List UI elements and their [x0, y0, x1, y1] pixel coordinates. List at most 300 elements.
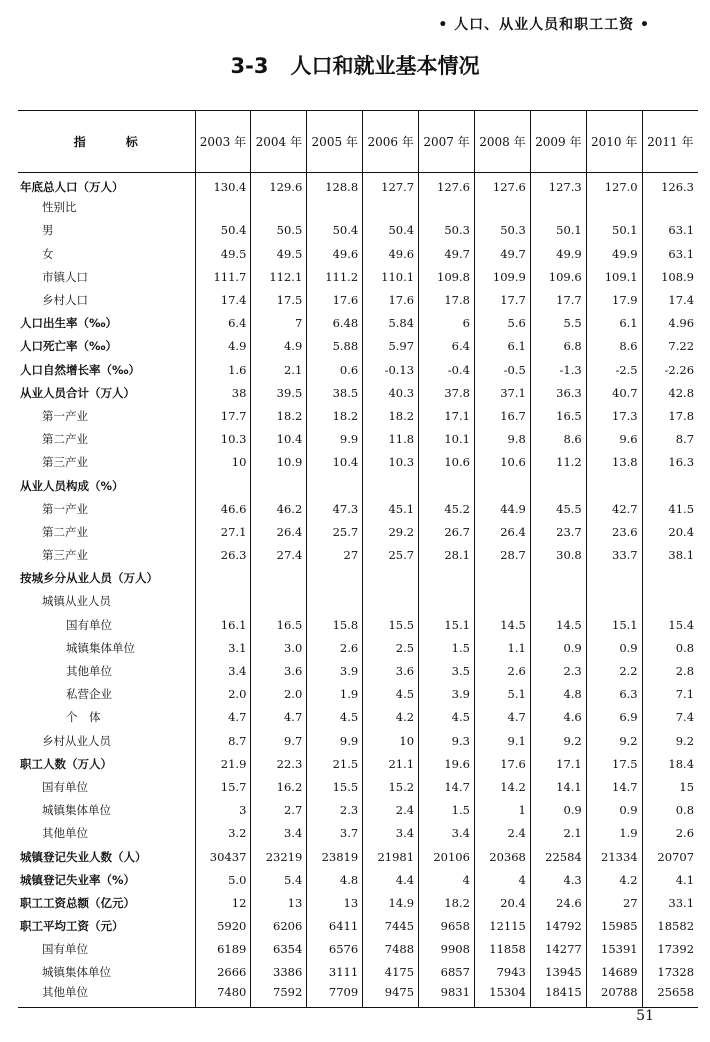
- row-value: 2.0: [251, 683, 307, 706]
- row-value: 14.9: [363, 891, 419, 914]
- row-value: 21334: [586, 845, 642, 868]
- header-year: 2007 年: [419, 111, 475, 173]
- row-value: [195, 474, 251, 497]
- row-label: 年底总人口（万人）: [20, 180, 124, 195]
- table-row: [18, 590, 698, 613]
- page-title: [0, 50, 710, 80]
- row-value: [419, 567, 475, 590]
- row-value: 5.88: [307, 335, 363, 358]
- table-row: [18, 265, 698, 288]
- table-row: [18, 915, 698, 938]
- row-value: 4.7: [251, 706, 307, 729]
- row-value: 7488: [363, 938, 419, 961]
- row-value: 11.2: [530, 451, 586, 474]
- row-value: 18.2: [251, 404, 307, 427]
- row-value: 3: [195, 799, 251, 822]
- table-row: [18, 613, 698, 636]
- table-row: [18, 799, 698, 822]
- row-value: [307, 196, 363, 219]
- row-label: 人口自然增长率（‰）: [20, 362, 141, 377]
- row-value: 21.5: [307, 752, 363, 775]
- header-year: 2009 年: [530, 111, 586, 173]
- row-label: 私营企业: [66, 687, 112, 702]
- row-value: 9.9: [307, 729, 363, 752]
- row-value: -2.5: [586, 358, 642, 381]
- table-row: [18, 474, 698, 497]
- row-value: 27.1: [195, 520, 251, 543]
- row-value: 50.4: [363, 219, 419, 242]
- row-value: 39.5: [251, 381, 307, 404]
- row-value: 63.1: [642, 242, 698, 265]
- row-value: 127.6: [474, 173, 530, 196]
- row-value: 6.9: [586, 706, 642, 729]
- row-value: [363, 567, 419, 590]
- row-value: 5.5: [530, 312, 586, 335]
- row-value: 23.7: [530, 520, 586, 543]
- row-value: 9.2: [642, 729, 698, 752]
- row-value: 5920: [195, 915, 251, 938]
- row-value: 9.8: [474, 428, 530, 451]
- row-value: 47.3: [307, 497, 363, 520]
- row-value: 15.5: [307, 775, 363, 798]
- row-value: [251, 590, 307, 613]
- row-value: 2.3: [307, 799, 363, 822]
- row-label: 职工人数（万人）: [20, 756, 112, 771]
- row-value: [642, 590, 698, 613]
- row-value: [307, 474, 363, 497]
- row-value: 7943: [474, 961, 530, 984]
- row-value: 17.5: [586, 752, 642, 775]
- row-value: 40.7: [586, 381, 642, 404]
- row-value: 18.2: [419, 891, 475, 914]
- row-label: 性别比: [42, 200, 77, 215]
- row-value: 16.5: [530, 404, 586, 427]
- row-label: 从业人员构成（%）: [20, 478, 124, 493]
- row-value: 17.3: [586, 404, 642, 427]
- row-value: 17328: [642, 961, 698, 984]
- row-value: 7.1: [642, 683, 698, 706]
- row-value: 2.4: [474, 822, 530, 845]
- row-value: 14.7: [586, 775, 642, 798]
- header-year: 2008 年: [474, 111, 530, 173]
- row-value: 2.5: [363, 636, 419, 659]
- row-value: 14.7: [419, 775, 475, 798]
- header-year: 2003 年: [195, 111, 251, 173]
- row-value: 17.4: [642, 288, 698, 311]
- row-label: 乡村从业人员: [42, 733, 111, 748]
- row-value: 10: [363, 729, 419, 752]
- row-value: 45.5: [530, 497, 586, 520]
- row-value: 6.4: [195, 312, 251, 335]
- row-value: 20106: [419, 845, 475, 868]
- row-value: 17.7: [530, 288, 586, 311]
- row-value: 17.7: [474, 288, 530, 311]
- row-value: 4.8: [307, 868, 363, 891]
- row-value: 10.4: [307, 451, 363, 474]
- row-value: 17.1: [419, 404, 475, 427]
- row-value: 49.9: [586, 242, 642, 265]
- row-value: 15.1: [586, 613, 642, 636]
- row-value: 7: [251, 312, 307, 335]
- row-value: 4: [419, 868, 475, 891]
- row-value: 18.4: [642, 752, 698, 775]
- row-value: 129.6: [251, 173, 307, 196]
- row-value: 2.1: [251, 358, 307, 381]
- row-label: 男: [42, 223, 54, 238]
- row-value: 25.7: [307, 520, 363, 543]
- row-value: 3.5: [419, 659, 475, 682]
- row-value: 5.6: [474, 312, 530, 335]
- row-value: 15: [642, 775, 698, 798]
- row-value: 50.5: [251, 219, 307, 242]
- row-label: 市镇人口: [42, 269, 88, 284]
- row-value: 14.5: [530, 613, 586, 636]
- row-value: -0.5: [474, 358, 530, 381]
- row-value: 4.96: [642, 312, 698, 335]
- table-row: [18, 659, 698, 682]
- row-value: 63.1: [642, 219, 698, 242]
- table-row: [18, 984, 698, 1007]
- row-value: 16.5: [251, 613, 307, 636]
- row-value: 10.4: [251, 428, 307, 451]
- row-value: 42.7: [586, 497, 642, 520]
- row-value: 7445: [363, 915, 419, 938]
- row-value: 6.1: [586, 312, 642, 335]
- row-value: 5.0: [195, 868, 251, 891]
- row-value: 18.2: [363, 404, 419, 427]
- table-row: [18, 752, 698, 775]
- table-row: [18, 497, 698, 520]
- row-label: 第一产业: [42, 501, 88, 516]
- table-row: [18, 428, 698, 451]
- row-label: 国有单位: [42, 942, 88, 957]
- row-value: 23.6: [586, 520, 642, 543]
- row-value: 13945: [530, 961, 586, 984]
- row-label: 第二产业: [42, 524, 88, 539]
- row-value: 23219: [251, 845, 307, 868]
- row-value: 10.3: [363, 451, 419, 474]
- row-value: 20.4: [474, 891, 530, 914]
- row-value: 3.6: [251, 659, 307, 682]
- row-value: [586, 567, 642, 590]
- row-value: [530, 196, 586, 219]
- row-value: 17392: [642, 938, 698, 961]
- row-value: 2.6: [642, 822, 698, 845]
- row-value: 16.1: [195, 613, 251, 636]
- row-label: 国有单位: [42, 779, 88, 794]
- row-value: 17.6: [307, 288, 363, 311]
- row-value: 1.5: [419, 636, 475, 659]
- row-value: 128.8: [307, 173, 363, 196]
- row-value: 4.9: [195, 335, 251, 358]
- row-value: 3.4: [363, 822, 419, 845]
- table-row: [18, 729, 698, 752]
- row-value: 4.9: [251, 335, 307, 358]
- row-value: 26.4: [474, 520, 530, 543]
- table-row: [18, 451, 698, 474]
- table-row: [18, 312, 698, 335]
- row-value: 18.2: [307, 404, 363, 427]
- row-value: 15985: [586, 915, 642, 938]
- row-value: 10.1: [419, 428, 475, 451]
- row-value: 9658: [419, 915, 475, 938]
- table-row: [18, 381, 698, 404]
- row-value: 127.0: [586, 173, 642, 196]
- row-value: 126.3: [642, 173, 698, 196]
- row-value: 33.7: [586, 544, 642, 567]
- row-value: 7480: [195, 984, 251, 1007]
- row-value: 17.8: [419, 288, 475, 311]
- row-value: 6.4: [419, 335, 475, 358]
- row-value: 8.6: [586, 335, 642, 358]
- table-row: [18, 868, 698, 891]
- row-value: 50.4: [195, 219, 251, 242]
- row-value: 9.2: [586, 729, 642, 752]
- row-value: [419, 196, 475, 219]
- row-value: 6857: [419, 961, 475, 984]
- row-value: -0.4: [419, 358, 475, 381]
- table-row: [18, 706, 698, 729]
- row-label: 第二产业: [42, 432, 88, 447]
- row-value: 5.84: [363, 312, 419, 335]
- row-value: -0.13: [363, 358, 419, 381]
- row-value: 24.6: [530, 891, 586, 914]
- row-value: 7.4: [642, 706, 698, 729]
- row-value: [195, 567, 251, 590]
- row-value: 3.6: [363, 659, 419, 682]
- row-value: 21981: [363, 845, 419, 868]
- row-value: 45.2: [419, 497, 475, 520]
- row-value: 127.6: [419, 173, 475, 196]
- row-value: [363, 196, 419, 219]
- header-year: 2004 年: [251, 111, 307, 173]
- row-value: 13.8: [586, 451, 642, 474]
- row-value: [586, 590, 642, 613]
- running-header: • 人口、从业人员和职工工资 •: [438, 17, 650, 33]
- header-indicator: 指标: [18, 111, 195, 173]
- row-value: 25.7: [363, 544, 419, 567]
- row-value: 4.1: [642, 868, 698, 891]
- row-label: 国有单位: [66, 617, 112, 632]
- row-value: [251, 196, 307, 219]
- row-label: 城镇集体单位: [42, 965, 111, 980]
- row-value: [195, 196, 251, 219]
- row-value: 46.6: [195, 497, 251, 520]
- row-value: 17.1: [530, 752, 586, 775]
- row-value: 1.1: [474, 636, 530, 659]
- row-label: 城镇集体单位: [42, 803, 111, 818]
- row-value: 21.1: [363, 752, 419, 775]
- row-value: 49.7: [419, 242, 475, 265]
- row-value: 7592: [251, 984, 307, 1007]
- row-value: 13: [307, 891, 363, 914]
- row-label: 城镇集体单位: [66, 640, 135, 655]
- row-value: 8.6: [530, 428, 586, 451]
- row-value: [363, 474, 419, 497]
- row-label: 人口出生率（‰）: [20, 316, 118, 331]
- row-value: 3.1: [195, 636, 251, 659]
- row-value: 6206: [251, 915, 307, 938]
- row-value: 28.1: [419, 544, 475, 567]
- row-value: 44.9: [474, 497, 530, 520]
- row-value: 3.4: [195, 659, 251, 682]
- row-value: 5.1: [474, 683, 530, 706]
- row-value: 3.9: [307, 659, 363, 682]
- row-value: 38.1: [642, 544, 698, 567]
- row-value: 46.2: [251, 497, 307, 520]
- row-value: 9831: [419, 984, 475, 1007]
- row-value: 26.3: [195, 544, 251, 567]
- row-value: 111.2: [307, 265, 363, 288]
- row-value: [474, 196, 530, 219]
- row-value: 2.6: [474, 659, 530, 682]
- row-value: 4.2: [363, 706, 419, 729]
- row-value: 109.8: [419, 265, 475, 288]
- row-value: 6411: [307, 915, 363, 938]
- row-value: 10.9: [251, 451, 307, 474]
- row-value: 49.9: [530, 242, 586, 265]
- row-value: 2.3: [530, 659, 586, 682]
- row-value: 110.1: [363, 265, 419, 288]
- row-value: 109.9: [474, 265, 530, 288]
- row-value: 36.3: [530, 381, 586, 404]
- row-value: 14792: [530, 915, 586, 938]
- row-value: 109.1: [586, 265, 642, 288]
- table-row: [18, 938, 698, 961]
- row-value: 15.4: [642, 613, 698, 636]
- row-value: 11.8: [363, 428, 419, 451]
- row-value: 15.8: [307, 613, 363, 636]
- row-value: 20788: [586, 984, 642, 1007]
- row-value: 28.7: [474, 544, 530, 567]
- table-row: [18, 822, 698, 845]
- row-value: 9.7: [251, 729, 307, 752]
- row-value: 17.8: [642, 404, 698, 427]
- row-value: 8.7: [195, 729, 251, 752]
- row-value: [642, 474, 698, 497]
- row-value: 2666: [195, 961, 251, 984]
- row-value: [419, 474, 475, 497]
- row-value: 3.4: [419, 822, 475, 845]
- row-value: 17.7: [195, 404, 251, 427]
- row-value: 127.3: [530, 173, 586, 196]
- row-value: 29.2: [363, 520, 419, 543]
- row-value: 0.9: [530, 636, 586, 659]
- row-value: 17.6: [363, 288, 419, 311]
- table-title: 人口和就业基本情况: [290, 54, 480, 78]
- header-row: [18, 111, 698, 173]
- row-value: 6189: [195, 938, 251, 961]
- row-value: 1.6: [195, 358, 251, 381]
- row-value: 4.5: [307, 706, 363, 729]
- row-value: 18582: [642, 915, 698, 938]
- row-value: [307, 567, 363, 590]
- row-value: 19.6: [419, 752, 475, 775]
- row-value: [530, 474, 586, 497]
- row-value: [530, 567, 586, 590]
- row-value: 109.6: [530, 265, 586, 288]
- row-value: 10.6: [474, 451, 530, 474]
- row-label: 其他单位: [42, 826, 88, 841]
- row-value: 37.1: [474, 381, 530, 404]
- row-value: 7.22: [642, 335, 698, 358]
- row-value: 30.8: [530, 544, 586, 567]
- row-label: 其他单位: [66, 664, 112, 679]
- row-label: 其他单位: [18, 984, 195, 1007]
- row-value: 9.9: [307, 428, 363, 451]
- row-value: 5.4: [251, 868, 307, 891]
- row-value: 1.9: [307, 683, 363, 706]
- row-value: 0.9: [586, 636, 642, 659]
- row-value: 14689: [586, 961, 642, 984]
- row-value: 2.4: [363, 799, 419, 822]
- row-value: 6576: [307, 938, 363, 961]
- row-value: 20368: [474, 845, 530, 868]
- row-value: 14277: [530, 938, 586, 961]
- row-value: 108.9: [642, 265, 698, 288]
- row-value: 3386: [251, 961, 307, 984]
- row-value: [251, 567, 307, 590]
- row-value: 50.3: [474, 219, 530, 242]
- row-value: 9.3: [419, 729, 475, 752]
- row-value: 0.9: [586, 799, 642, 822]
- row-value: 6: [419, 312, 475, 335]
- row-label: 职工平均工资（元）: [20, 919, 124, 934]
- row-value: 0.6: [307, 358, 363, 381]
- row-value: 127.7: [363, 173, 419, 196]
- table-row: [18, 173, 698, 196]
- row-value: [307, 590, 363, 613]
- row-value: 49.6: [363, 242, 419, 265]
- row-value: 18415: [530, 984, 586, 1007]
- row-label: 从业人员合计（万人）: [20, 385, 135, 400]
- table-row: [18, 775, 698, 798]
- row-value: 3.4: [251, 822, 307, 845]
- header-year: 2010 年: [586, 111, 642, 173]
- row-value: 2.1: [530, 822, 586, 845]
- page-number: 51: [636, 1008, 654, 1024]
- row-value: 3.0: [251, 636, 307, 659]
- row-label: 职工工资总额（亿元）: [20, 895, 135, 910]
- row-value: 6.3: [586, 683, 642, 706]
- row-value: 4.7: [474, 706, 530, 729]
- row-value: 17.5: [251, 288, 307, 311]
- row-value: 9908: [419, 938, 475, 961]
- table-row: [18, 242, 698, 265]
- row-value: [530, 590, 586, 613]
- row-label: 第三产业: [42, 548, 88, 563]
- row-value: 6.1: [474, 335, 530, 358]
- row-value: [419, 590, 475, 613]
- row-value: 23819: [307, 845, 363, 868]
- row-value: 27: [586, 891, 642, 914]
- row-value: 130.4: [195, 173, 251, 196]
- row-value: 4175: [363, 961, 419, 984]
- table-row: [18, 288, 698, 311]
- row-value: 2.0: [195, 683, 251, 706]
- table-row: [18, 891, 698, 914]
- row-label: 乡村人口: [42, 293, 88, 308]
- row-label: 女: [42, 246, 54, 261]
- row-value: 4.2: [586, 868, 642, 891]
- row-value: [363, 590, 419, 613]
- row-value: 49.5: [195, 242, 251, 265]
- row-value: 3.2: [195, 822, 251, 845]
- row-value: 10: [195, 451, 251, 474]
- table-row: [18, 196, 698, 219]
- row-value: [195, 590, 251, 613]
- header-year: 2005 年: [307, 111, 363, 173]
